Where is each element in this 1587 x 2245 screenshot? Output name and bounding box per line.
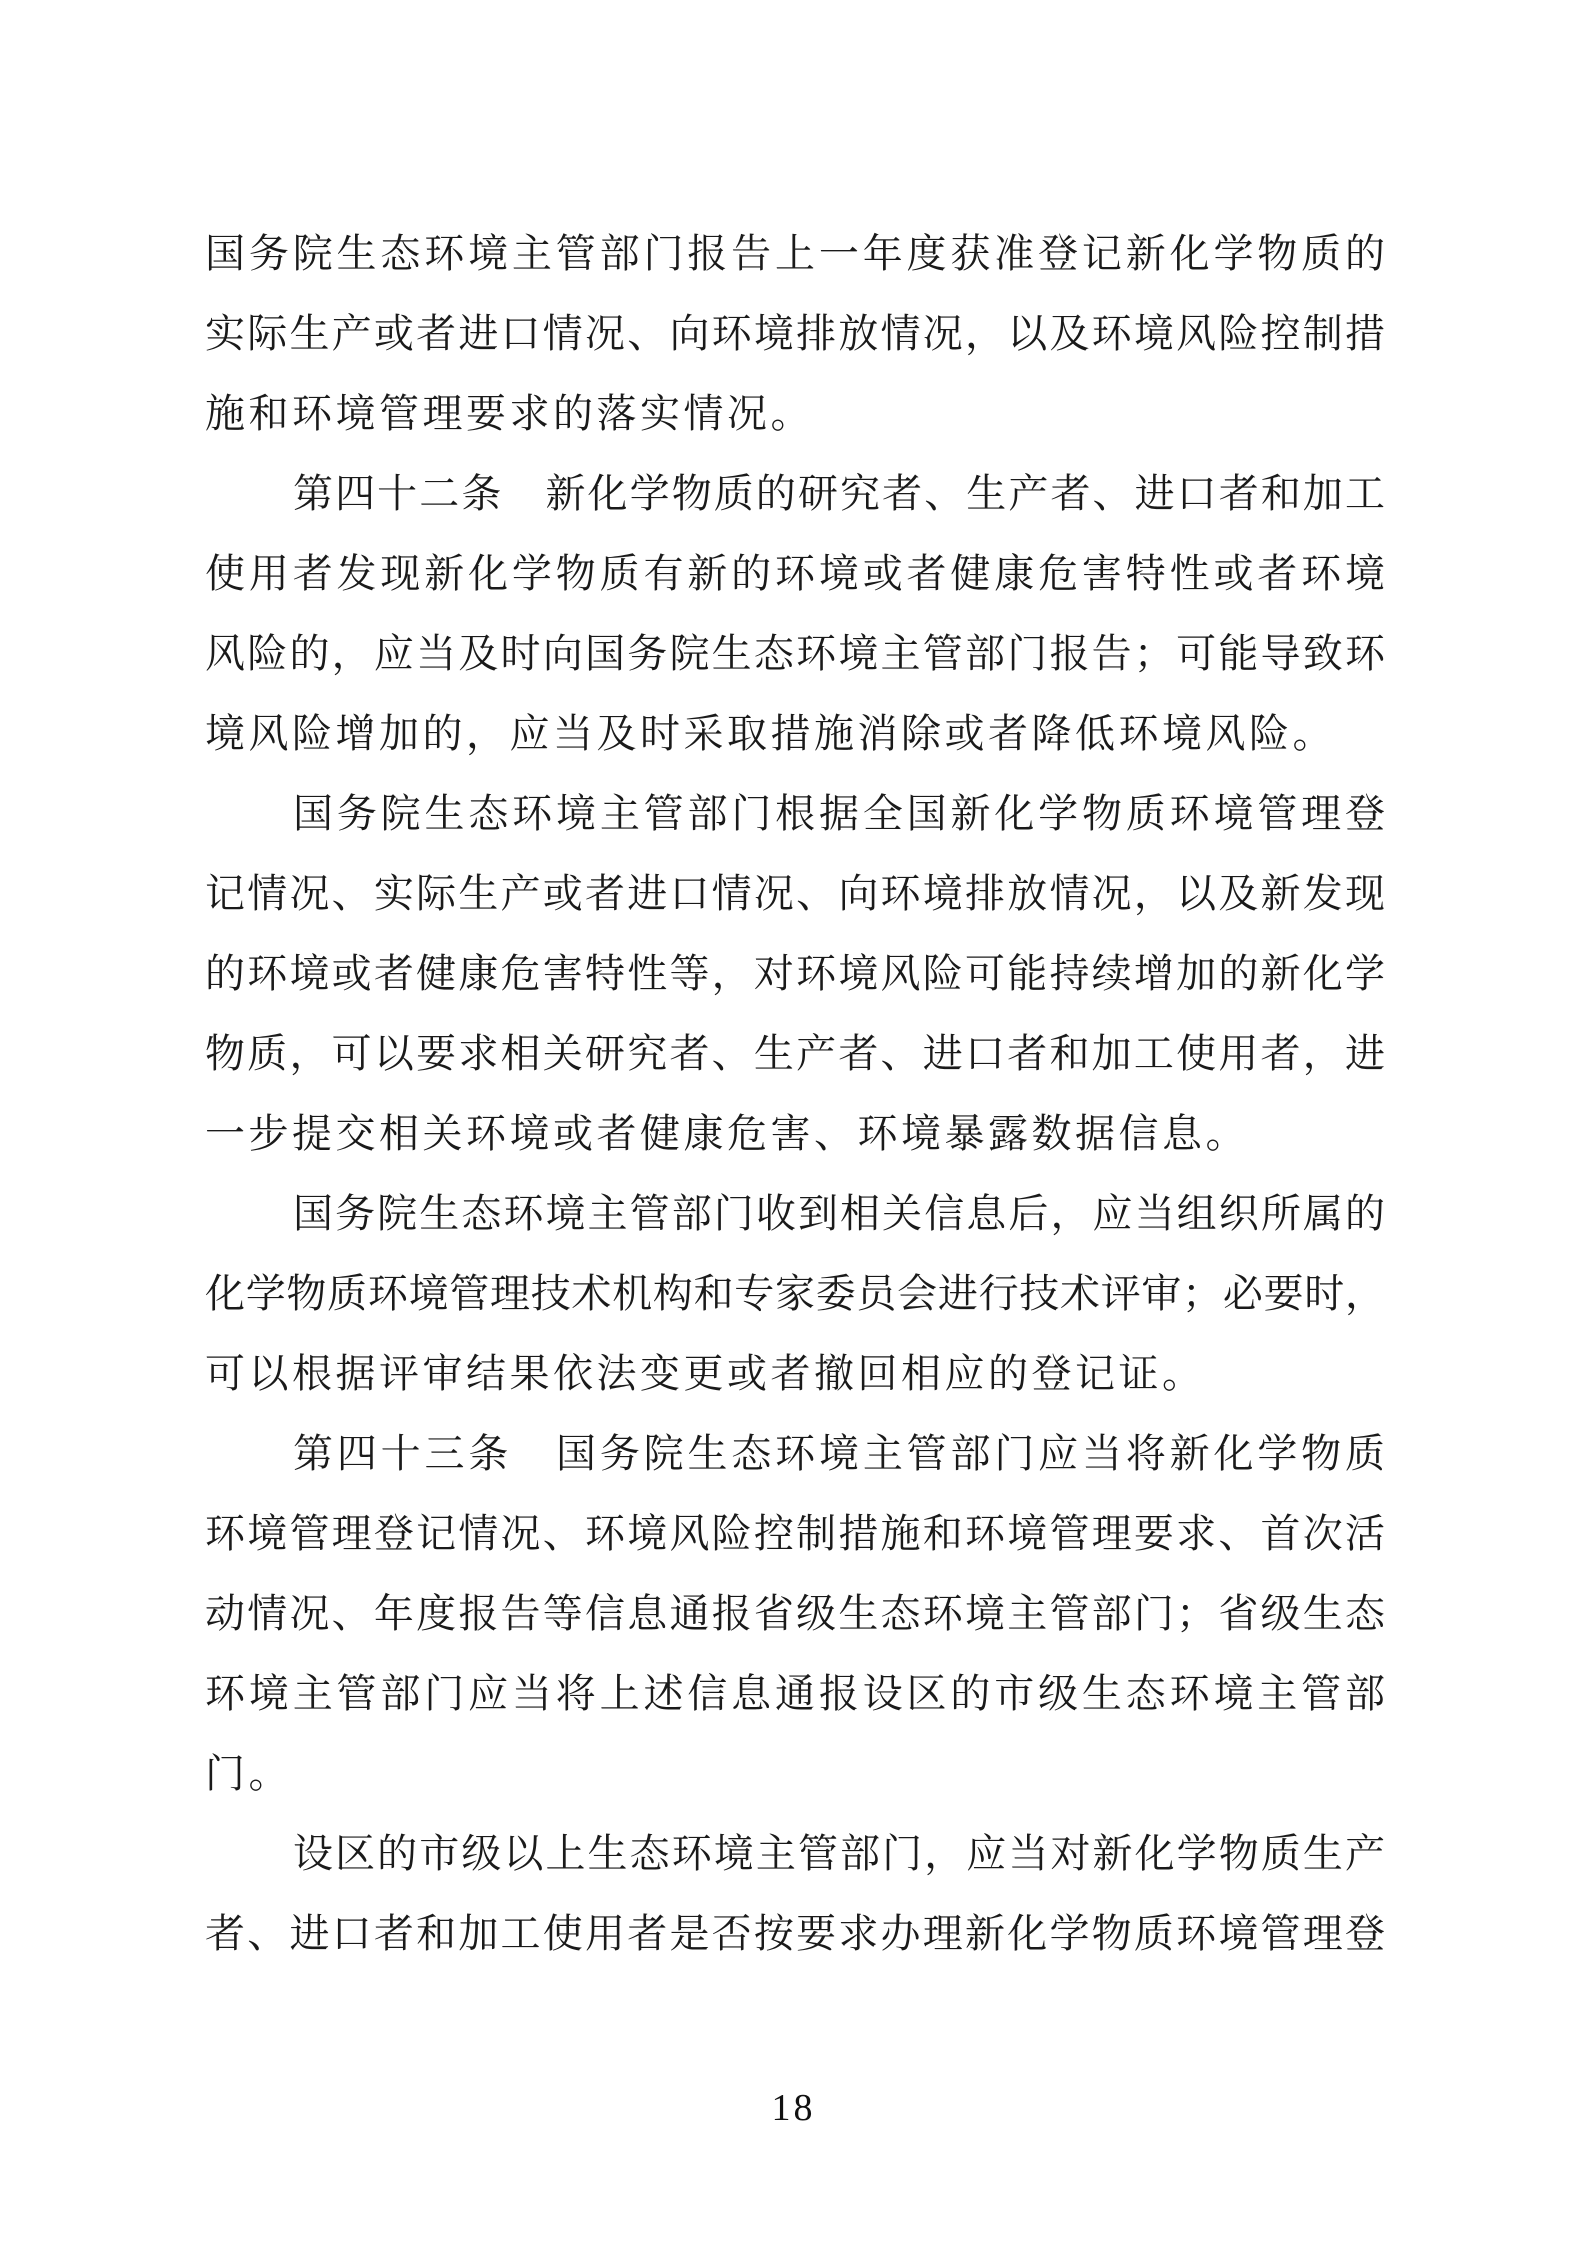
text-line: 一步提交相关环境或者健康危害、环境暴露数据信息。 xyxy=(205,1111,1249,1156)
text-line: 国务院生态环境主管部门报告上一年度获准登记新化学物质的 xyxy=(205,231,1385,276)
text-line: 者、进口者和加工使用者是否按要求办理新化学物质环境管理登 xyxy=(205,1911,1385,1956)
text-line: 物质，可以要求相关研究者、生产者、进口者和加工使用者，进 xyxy=(205,1031,1385,1076)
text-line: 的环境或者健康危害特性等，对环境风险可能持续增加的新化学 xyxy=(205,951,1385,996)
text-line: 境风险增加的，应当及时采取措施消除或者降低环境风险。 xyxy=(205,711,1336,756)
page-number: 18 xyxy=(771,2087,816,2129)
text-line-article-43-heading: 第四十三条 国务院生态环境主管部门应当将新化学物质 xyxy=(293,1431,1385,1476)
text-line: 环境管理登记情况、环境风险控制措施和环境管理要求、首次活 xyxy=(205,1511,1385,1556)
text-line: 可以根据评审结果依法变更或者撤回相应的登记证。 xyxy=(205,1351,1206,1396)
text-line: 动情况、年度报告等信息通报省级生态环境主管部门；省级生态 xyxy=(205,1591,1385,1636)
text-line: 施和环境管理要求的落实情况。 xyxy=(205,391,814,436)
text-line: 实际生产或者进口情况、向环境排放情况，以及环境风险控制措 xyxy=(205,311,1385,356)
text-line: 门。 xyxy=(205,1751,292,1796)
text-line-article-42-heading: 第四十二条 新化学物质的研究者、生产者、进口者和加工 xyxy=(293,471,1385,516)
text-line: 设区的市级以上生态环境主管部门，应当对新化学物质生产 xyxy=(293,1831,1385,1876)
text-line: 环境主管部门应当将上述信息通报设区的市级生态环境主管部 xyxy=(205,1671,1385,1716)
body-text xyxy=(205,214,1385,1974)
text-line: 国务院生态环境主管部门收到相关信息后，应当组织所属的 xyxy=(293,1191,1385,1236)
text-line: 记情况、实际生产或者进口情况、向环境排放情况，以及新发现 xyxy=(205,871,1385,916)
text-line: 风险的，应当及时向国务院生态环境主管部门报告；可能导致环 xyxy=(205,631,1385,676)
text-line: 化学物质环境管理技术机构和专家委员会进行技术评审；必要时， xyxy=(205,1271,1385,1316)
text-line: 国务院生态环境主管部门根据全国新化学物质环境管理登 xyxy=(293,791,1385,836)
text-line: 使用者发现新化学物质有新的环境或者健康危害特性或者环境 xyxy=(205,551,1385,596)
